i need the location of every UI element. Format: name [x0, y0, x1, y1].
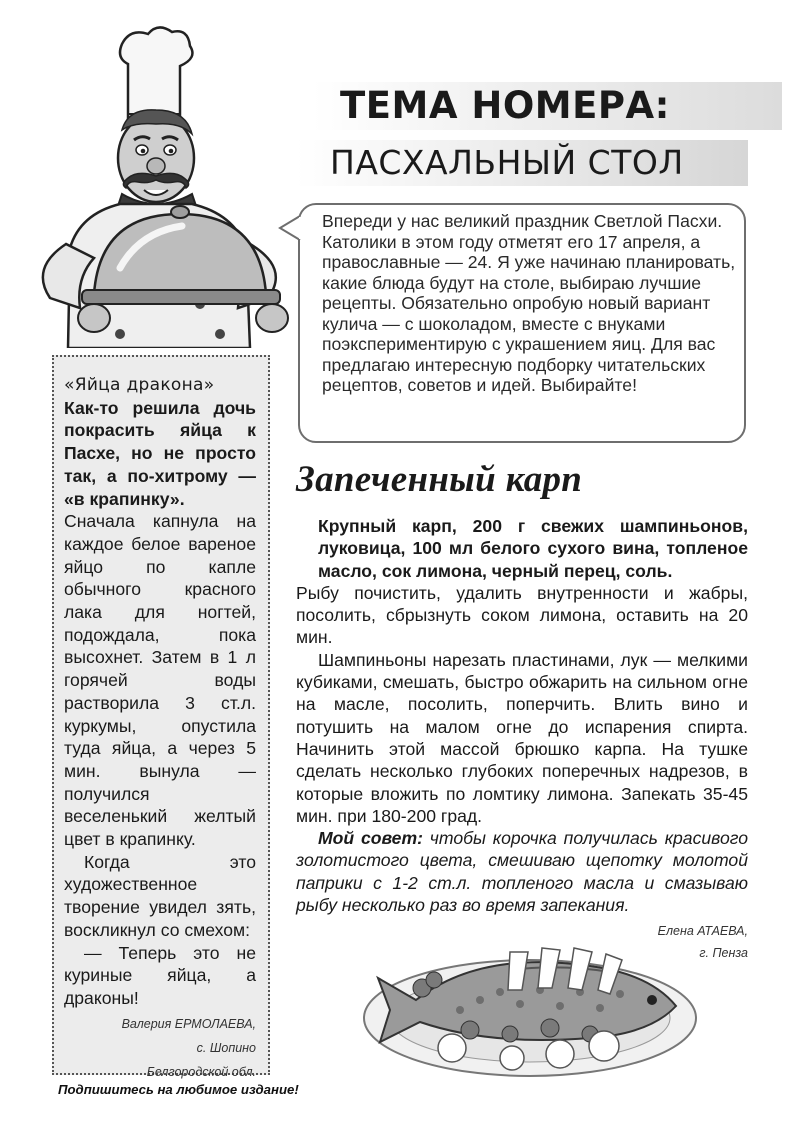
header-banner-topic [312, 82, 782, 130]
sidebar-body [64, 510, 256, 1009]
recipe-author: Елена АТАЕВА, [657, 924, 748, 939]
header-theme-title: ПАСХАЛЬНЫЙ СТОЛ [330, 143, 684, 182]
recipe-city: г. Пенза [699, 946, 748, 961]
baked-carp-illustration [360, 930, 700, 1080]
sidebar-paragraph-3: — Теперь это не куриные яйца, а драконы! [64, 942, 256, 1008]
advice-label: Мой совет: [318, 828, 423, 849]
recipe-advice [296, 827, 748, 916]
recipe-step-2: Шампиньоны нарезать пластинами, лук — мелкими кубиками, смешать, быстро обжарить на сильном огне на масле, посолить, поперчить. Влить вино и потушить на малом огне до испарения спирта. Начинить этой массой брюшко карпа. На тушке сделать несколько глубоких поперечных надрезов, в которые вложить по ломтику лимона. Запекать 35-45 мин. при 180-200 град. [296, 649, 748, 826]
chef-illustration [10, 18, 300, 348]
sidebar-lead: Как-то решила дочь покрасить яйца к Пасхе, но не просто так, а по-хитрому — «в крапинку». [64, 397, 256, 509]
sidebar-paragraph-1: Сначала капнула на каждое белое вареное яйцо по капле обычного красного лака для ногтей, подождала, пока высохнет. Затем в 1 л горячей воды растворила 3 ст.л. куркумы, опустила туда яйца, а через 5 мин. вынула — получился веселенький желтый цвет в крапинку. [64, 511, 256, 850]
speech-bubble-tail [278, 214, 302, 244]
recipe-title: Запеченный карп [296, 459, 583, 500]
sidebar-paragraph-2: Когда это художественное творение увидел зять, воскликнул со смехом: [64, 851, 256, 940]
recipe-ingredients: Крупный карп, 200 г свежих шампиньонов, луковица, 100 мл белого сухого вина, топленое масло, сок лимона, черный перец, соль. [318, 516, 748, 581]
sidebar-region: Белгородской обл. [146, 1064, 256, 1079]
sidebar-title: «Яйца дракона» [64, 375, 215, 395]
sidebar-city: с. Шопино [196, 1040, 256, 1055]
advice-text: чтобы корочка получилась красивого золотистого цвета, смешиваю щепотку молотой паприки с 1-2 ст.л. топленого масла и смазываю рыбу несколько раз во время запекания. [296, 828, 748, 916]
sidebar-author: Валерия ЕРМОЛАЕВА, [121, 1016, 256, 1031]
header-banner-theme [296, 140, 748, 186]
recipe-step-1: Рыбу почистить, удалить внутренности и жабры, посолить, сбрызнуть соком лимона, оставить на 20 мин. [296, 582, 748, 648]
intro-text: Впереди у нас великий праздник Светлой Пасхи. Католики в этом году отметят его 17 апреля, а православные — 24. Я уже начинаю планировать, какие блюда будут на столе, выбираю лучшие рецепты. Обязательно опробую новый вариант кулича — с шоколадом, вместе с внуками поэкспериментирую с украшением яиц. Для вас предлагаю интересную подборку читательских рецептов, советов и идей. Выбирайте! [322, 211, 736, 395]
footer-subscribe: Подпишитесь на любимое издание! [58, 1082, 299, 1097]
header-topic-title: ТЕМА НОМЕРА: [340, 84, 670, 127]
recipe-body [296, 515, 748, 964]
sidebar-article [64, 374, 256, 1084]
